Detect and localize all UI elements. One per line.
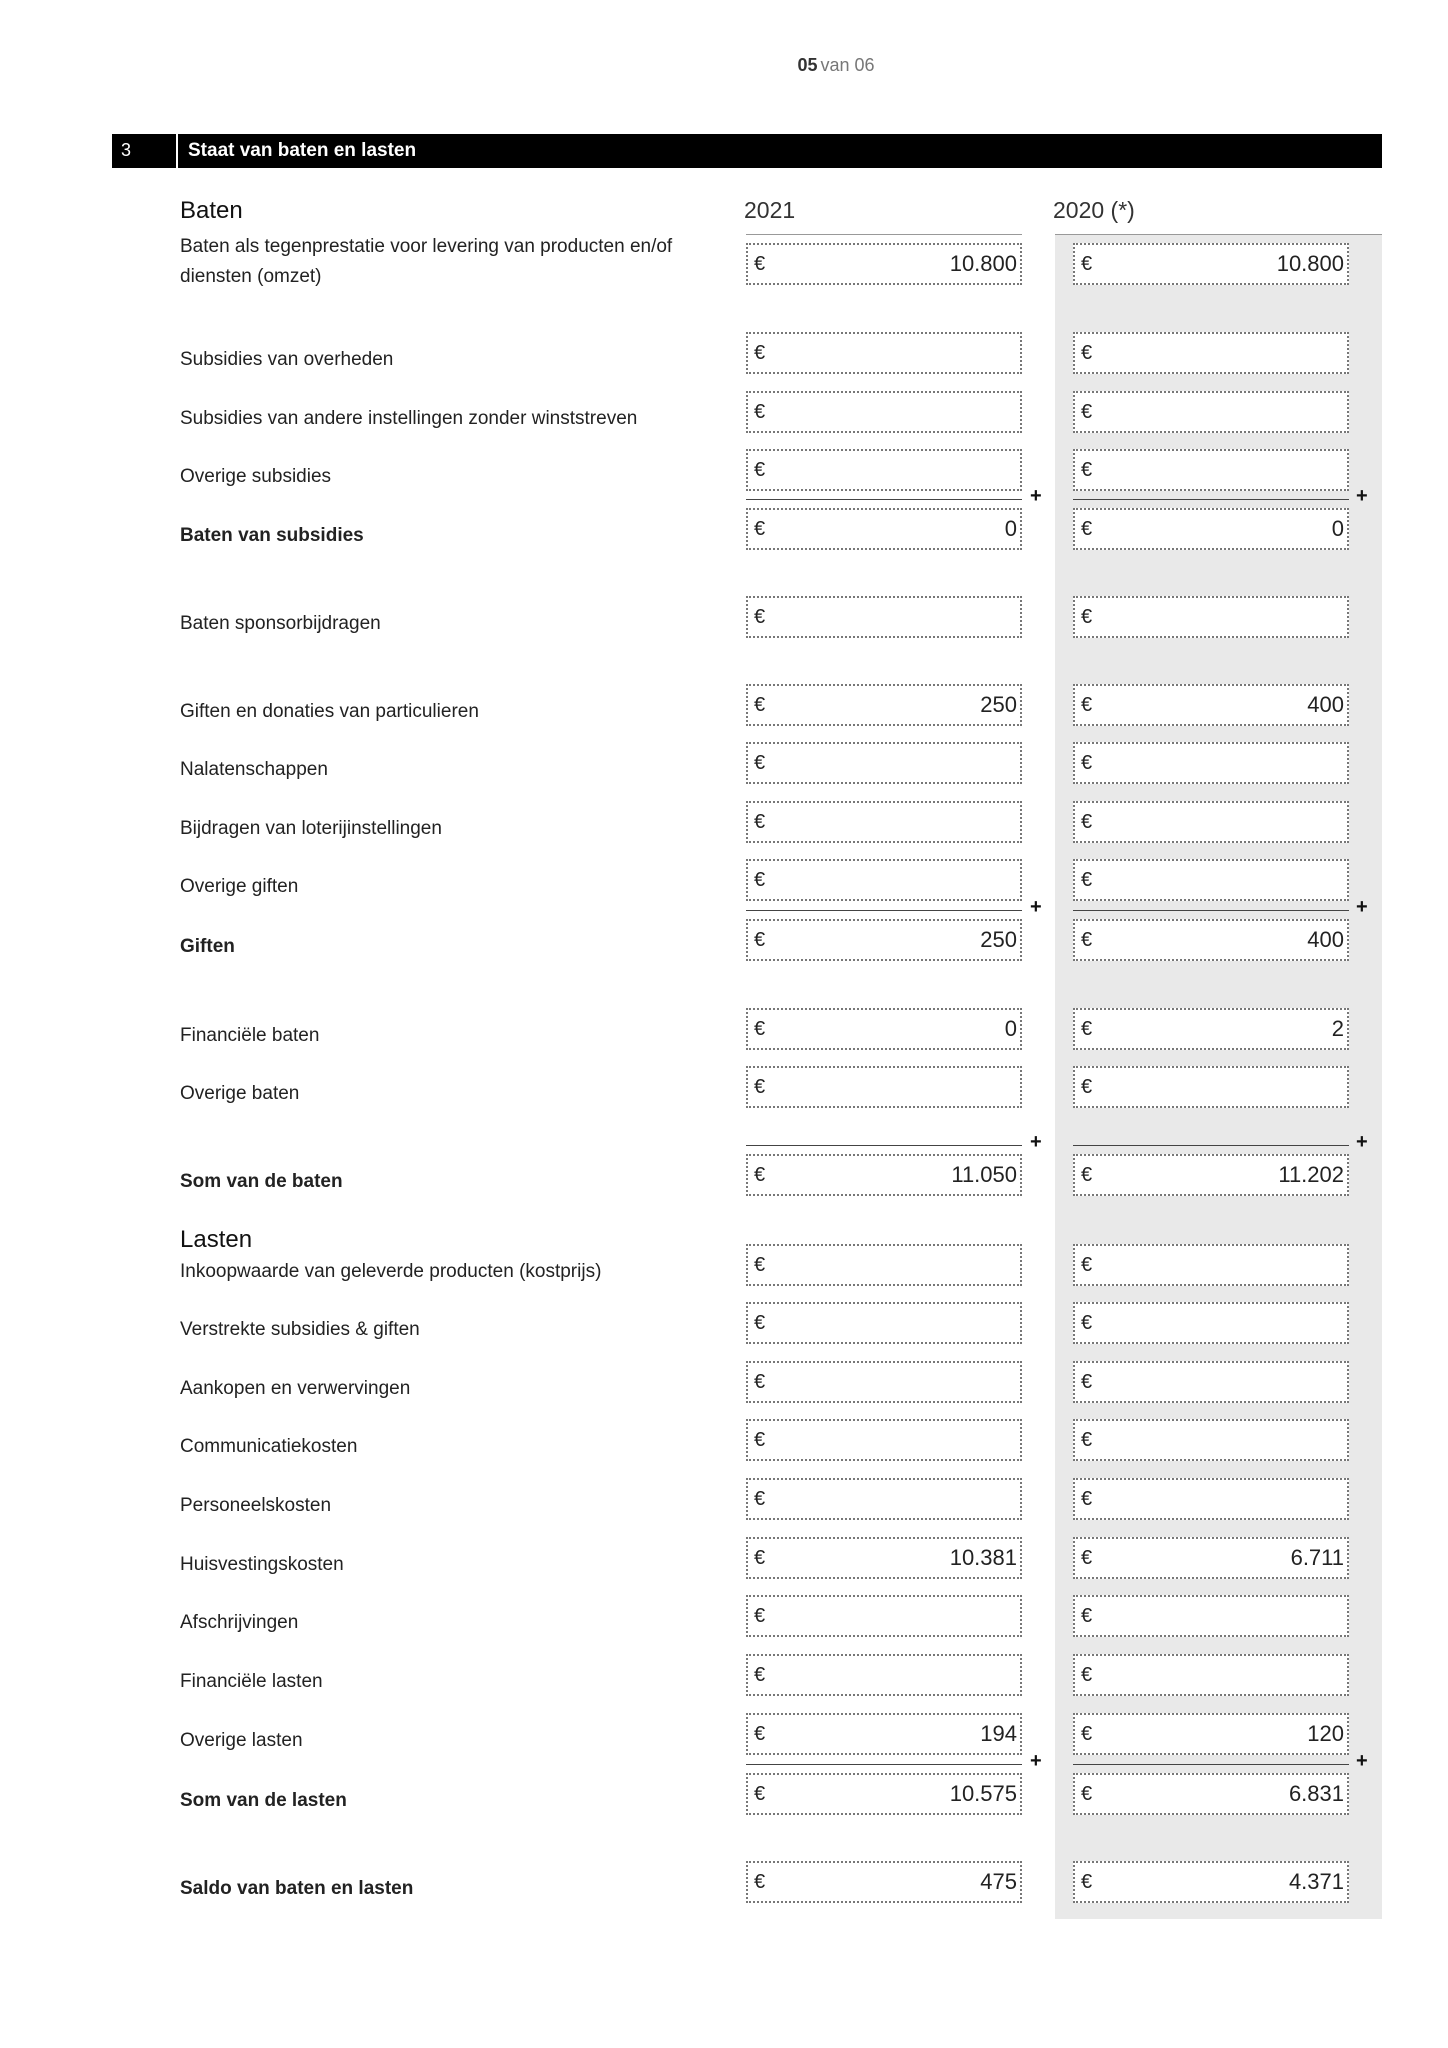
euro-sign: € [754, 811, 766, 833]
euro-sign: € [1081, 929, 1093, 951]
euro-sign: € [754, 752, 766, 774]
euro-sign: € [1081, 401, 1093, 423]
amount-value: 6.831 [1288, 1781, 1344, 1806]
amount-box-current-year [746, 1773, 1022, 1815]
euro-sign: € [1081, 1164, 1093, 1186]
amount-box-previous-year [1073, 391, 1349, 433]
sum-plus-sign: + [1356, 896, 1368, 918]
row-label: Overige giften [180, 876, 299, 897]
euro-sign: € [754, 459, 766, 481]
amount-box-current-year [746, 243, 1022, 285]
row-label: Subsidies van overheden [180, 349, 394, 370]
amount-value: 0 [1004, 1016, 1017, 1041]
euro-sign: € [754, 694, 766, 716]
sum-rule-current-year [746, 1145, 1022, 1146]
sum-rule-previous-year [1073, 499, 1349, 500]
row-label: Aankopen en verwervingen [180, 1378, 411, 1399]
amount-box-current-year [746, 1419, 1022, 1461]
amount-box-current-year [746, 508, 1022, 550]
sum-rule-previous-year [1073, 1764, 1349, 1765]
euro-sign: € [1081, 1076, 1093, 1098]
sum-rule-previous-year [1073, 910, 1349, 911]
euro-sign: € [754, 1371, 766, 1393]
row-label: Communicatiekosten [180, 1436, 358, 1457]
amount-box-current-year [746, 1008, 1022, 1050]
row-label: Afschrijvingen [180, 1612, 299, 1633]
amount-box-previous-year [1073, 596, 1349, 638]
amount-value: 0 [1331, 516, 1344, 541]
row-label: Overige subsidies [180, 466, 332, 487]
column-header-previous-year: 2020 (*) [1053, 197, 1135, 223]
euro-sign: € [1081, 1488, 1093, 1510]
amount-value: 2 [1331, 1016, 1344, 1041]
euro-sign: € [754, 1783, 766, 1805]
euro-sign: € [754, 1076, 766, 1098]
amount-value: 250 [980, 692, 1017, 717]
euro-sign: € [754, 401, 766, 423]
amount-box-current-year [746, 742, 1022, 784]
amount-box-previous-year [1073, 801, 1349, 843]
sum-rule-current-year [746, 499, 1022, 500]
amount-box-previous-year [1073, 1713, 1349, 1755]
euro-sign: € [754, 1605, 766, 1627]
sum-plus-sign: + [1030, 896, 1042, 918]
total-label: Som van de baten [180, 1171, 343, 1192]
sum-plus-sign: + [1356, 1750, 1368, 1772]
row-label: Verstrekte subsidies & giften [180, 1319, 420, 1340]
euro-sign: € [1081, 1429, 1093, 1451]
amount-box-current-year [746, 684, 1022, 726]
euro-sign: € [1081, 518, 1093, 540]
section-title: Staat van baten en lasten [188, 140, 417, 161]
row-label: Financiële lasten [180, 1671, 323, 1692]
euro-sign: € [1081, 606, 1093, 628]
amount-box-previous-year [1073, 1773, 1349, 1815]
euro-sign: € [754, 1488, 766, 1510]
amount-box-current-year [746, 1713, 1022, 1755]
amount-value: 120 [1307, 1721, 1344, 1746]
amount-box-previous-year [1073, 1537, 1349, 1579]
sum-rule-previous-year [1073, 1145, 1349, 1146]
amount-box-previous-year [1073, 243, 1349, 285]
euro-sign: € [1081, 1547, 1093, 1569]
amount-box-previous-year [1073, 1595, 1349, 1637]
amount-value: 400 [1307, 927, 1344, 952]
page-number-current: 05 [797, 55, 818, 75]
euro-sign: € [1081, 342, 1093, 364]
euro-sign: € [754, 1664, 766, 1686]
euro-sign: € [1081, 459, 1093, 481]
row-label: Inkoopwaarde van geleverde producten (kostprijs) [180, 1261, 602, 1282]
euro-sign: € [1081, 1605, 1093, 1627]
amount-box-previous-year [1073, 1361, 1349, 1403]
amount-value: 400 [1307, 692, 1344, 717]
column-header-current-year: 2021 [744, 197, 796, 223]
amount-value: 11.202 [1278, 1162, 1344, 1187]
amount-box-current-year [746, 1361, 1022, 1403]
total-label: Baten van subsidies [180, 525, 364, 546]
amount-value: 0 [1004, 516, 1017, 541]
amount-value: 10.800 [949, 251, 1017, 276]
euro-sign: € [754, 869, 766, 891]
sum-plus-sign: + [1030, 1750, 1042, 1772]
euro-sign: € [1081, 1018, 1093, 1040]
amount-box-current-year [746, 1537, 1022, 1579]
row-label: Bijdragen van loterijinstellingen [180, 818, 442, 839]
row-label: Subsidies van andere instellingen zonder winststreven [180, 408, 638, 429]
euro-sign: € [754, 1871, 766, 1893]
page-indicator [736, 55, 936, 76]
heading-lasten: Lasten [180, 1226, 253, 1253]
row-label: Nalatenschappen [180, 759, 328, 780]
amount-box-current-year [746, 919, 1022, 961]
euro-sign: € [1081, 1783, 1093, 1805]
sum-plus-sign: + [1030, 485, 1042, 507]
amount-box-current-year [746, 449, 1022, 491]
amount-box-previous-year [1073, 1244, 1349, 1286]
euro-sign: € [754, 1164, 766, 1186]
amount-box-current-year [746, 1244, 1022, 1286]
euro-sign: € [1081, 811, 1093, 833]
euro-sign: € [1081, 1371, 1093, 1393]
page-number-total: van 06 [820, 55, 875, 75]
amount-box-current-year [746, 332, 1022, 374]
amount-value: 10.381 [949, 1545, 1017, 1570]
amount-box-current-year [746, 391, 1022, 433]
amount-box-previous-year [1073, 742, 1349, 784]
amount-value: 194 [980, 1721, 1017, 1746]
column-header-rule-current [746, 234, 1022, 235]
euro-sign: € [1081, 1871, 1093, 1893]
amount-box-current-year [746, 1861, 1022, 1903]
euro-sign: € [754, 606, 766, 628]
amount-box-previous-year [1073, 1154, 1349, 1196]
row-label: Personeelskosten [180, 1495, 332, 1516]
amount-box-current-year [746, 1154, 1022, 1196]
amount-box-previous-year [1073, 1419, 1349, 1461]
sum-plus-sign: + [1030, 1131, 1042, 1153]
amount-box-current-year [746, 1478, 1022, 1520]
amount-box-previous-year [1073, 919, 1349, 961]
amount-box-current-year [746, 1066, 1022, 1108]
euro-sign: € [1081, 1723, 1093, 1745]
euro-sign: € [754, 1723, 766, 1745]
sum-rule-current-year [746, 1764, 1022, 1765]
euro-sign: € [1081, 253, 1093, 275]
amount-box-previous-year [1073, 508, 1349, 550]
row-label: Giften en donaties van particulieren [180, 701, 479, 722]
section-header-bar [112, 134, 1382, 168]
amount-value: 6.711 [1290, 1545, 1344, 1570]
euro-sign: € [754, 342, 766, 364]
amount-box-previous-year [1073, 1654, 1349, 1696]
amount-box-current-year [746, 859, 1022, 901]
amount-value: 10.800 [1276, 251, 1344, 276]
amount-box-previous-year [1073, 1066, 1349, 1108]
amount-box-previous-year [1073, 332, 1349, 374]
row-label: Baten sponsorbijdragen [180, 613, 381, 634]
amount-box-current-year [746, 1595, 1022, 1637]
amount-box-previous-year [1073, 859, 1349, 901]
column-header-rule-previous [1055, 234, 1382, 235]
euro-sign: € [1081, 752, 1093, 774]
amount-value: 475 [980, 1869, 1017, 1894]
amount-box-previous-year [1073, 1861, 1349, 1903]
euro-sign: € [754, 1312, 766, 1334]
euro-sign: € [754, 253, 766, 275]
row-label: Overige lasten [180, 1730, 303, 1751]
total-label: Som van de lasten [180, 1790, 347, 1811]
total-label: Giften [180, 936, 235, 957]
euro-sign: € [1081, 1312, 1093, 1334]
euro-sign: € [1081, 694, 1093, 716]
amount-box-previous-year [1073, 449, 1349, 491]
amount-value: 250 [980, 927, 1017, 952]
amount-box-previous-year [1073, 684, 1349, 726]
sum-plus-sign: + [1356, 485, 1368, 507]
amount-box-current-year [746, 1654, 1022, 1696]
sum-rule-current-year [746, 910, 1022, 911]
amount-box-previous-year [1073, 1478, 1349, 1520]
euro-sign: € [754, 1429, 766, 1451]
amount-box-previous-year [1073, 1302, 1349, 1344]
heading-baten: Baten [180, 197, 243, 224]
euro-sign: € [1081, 1254, 1093, 1276]
amount-value: 10.575 [949, 1781, 1017, 1806]
euro-sign: € [754, 1254, 766, 1276]
total-label: Saldo van baten en lasten [180, 1878, 414, 1899]
section-divider [176, 134, 178, 168]
amount-box-current-year [746, 801, 1022, 843]
amount-box-current-year [746, 1302, 1022, 1344]
amount-box-previous-year [1073, 1008, 1349, 1050]
section-number: 3 [121, 140, 132, 160]
sum-plus-sign: + [1356, 1131, 1368, 1153]
euro-sign: € [1081, 869, 1093, 891]
amount-box-current-year [746, 596, 1022, 638]
euro-sign: € [754, 929, 766, 951]
euro-sign: € [1081, 1664, 1093, 1686]
row-label: Huisvestingskosten [180, 1554, 344, 1575]
amount-value: 4.371 [1288, 1869, 1344, 1894]
row-label: Financiële baten [180, 1025, 320, 1046]
euro-sign: € [754, 1018, 766, 1040]
amount-value: 11.050 [951, 1162, 1017, 1187]
euro-sign: € [754, 1547, 766, 1569]
row-label: Baten als tegenprestatie voor levering van producten en/of diensten (omzet) [180, 236, 673, 287]
euro-sign: € [754, 518, 766, 540]
row-label: Overige baten [180, 1083, 300, 1104]
